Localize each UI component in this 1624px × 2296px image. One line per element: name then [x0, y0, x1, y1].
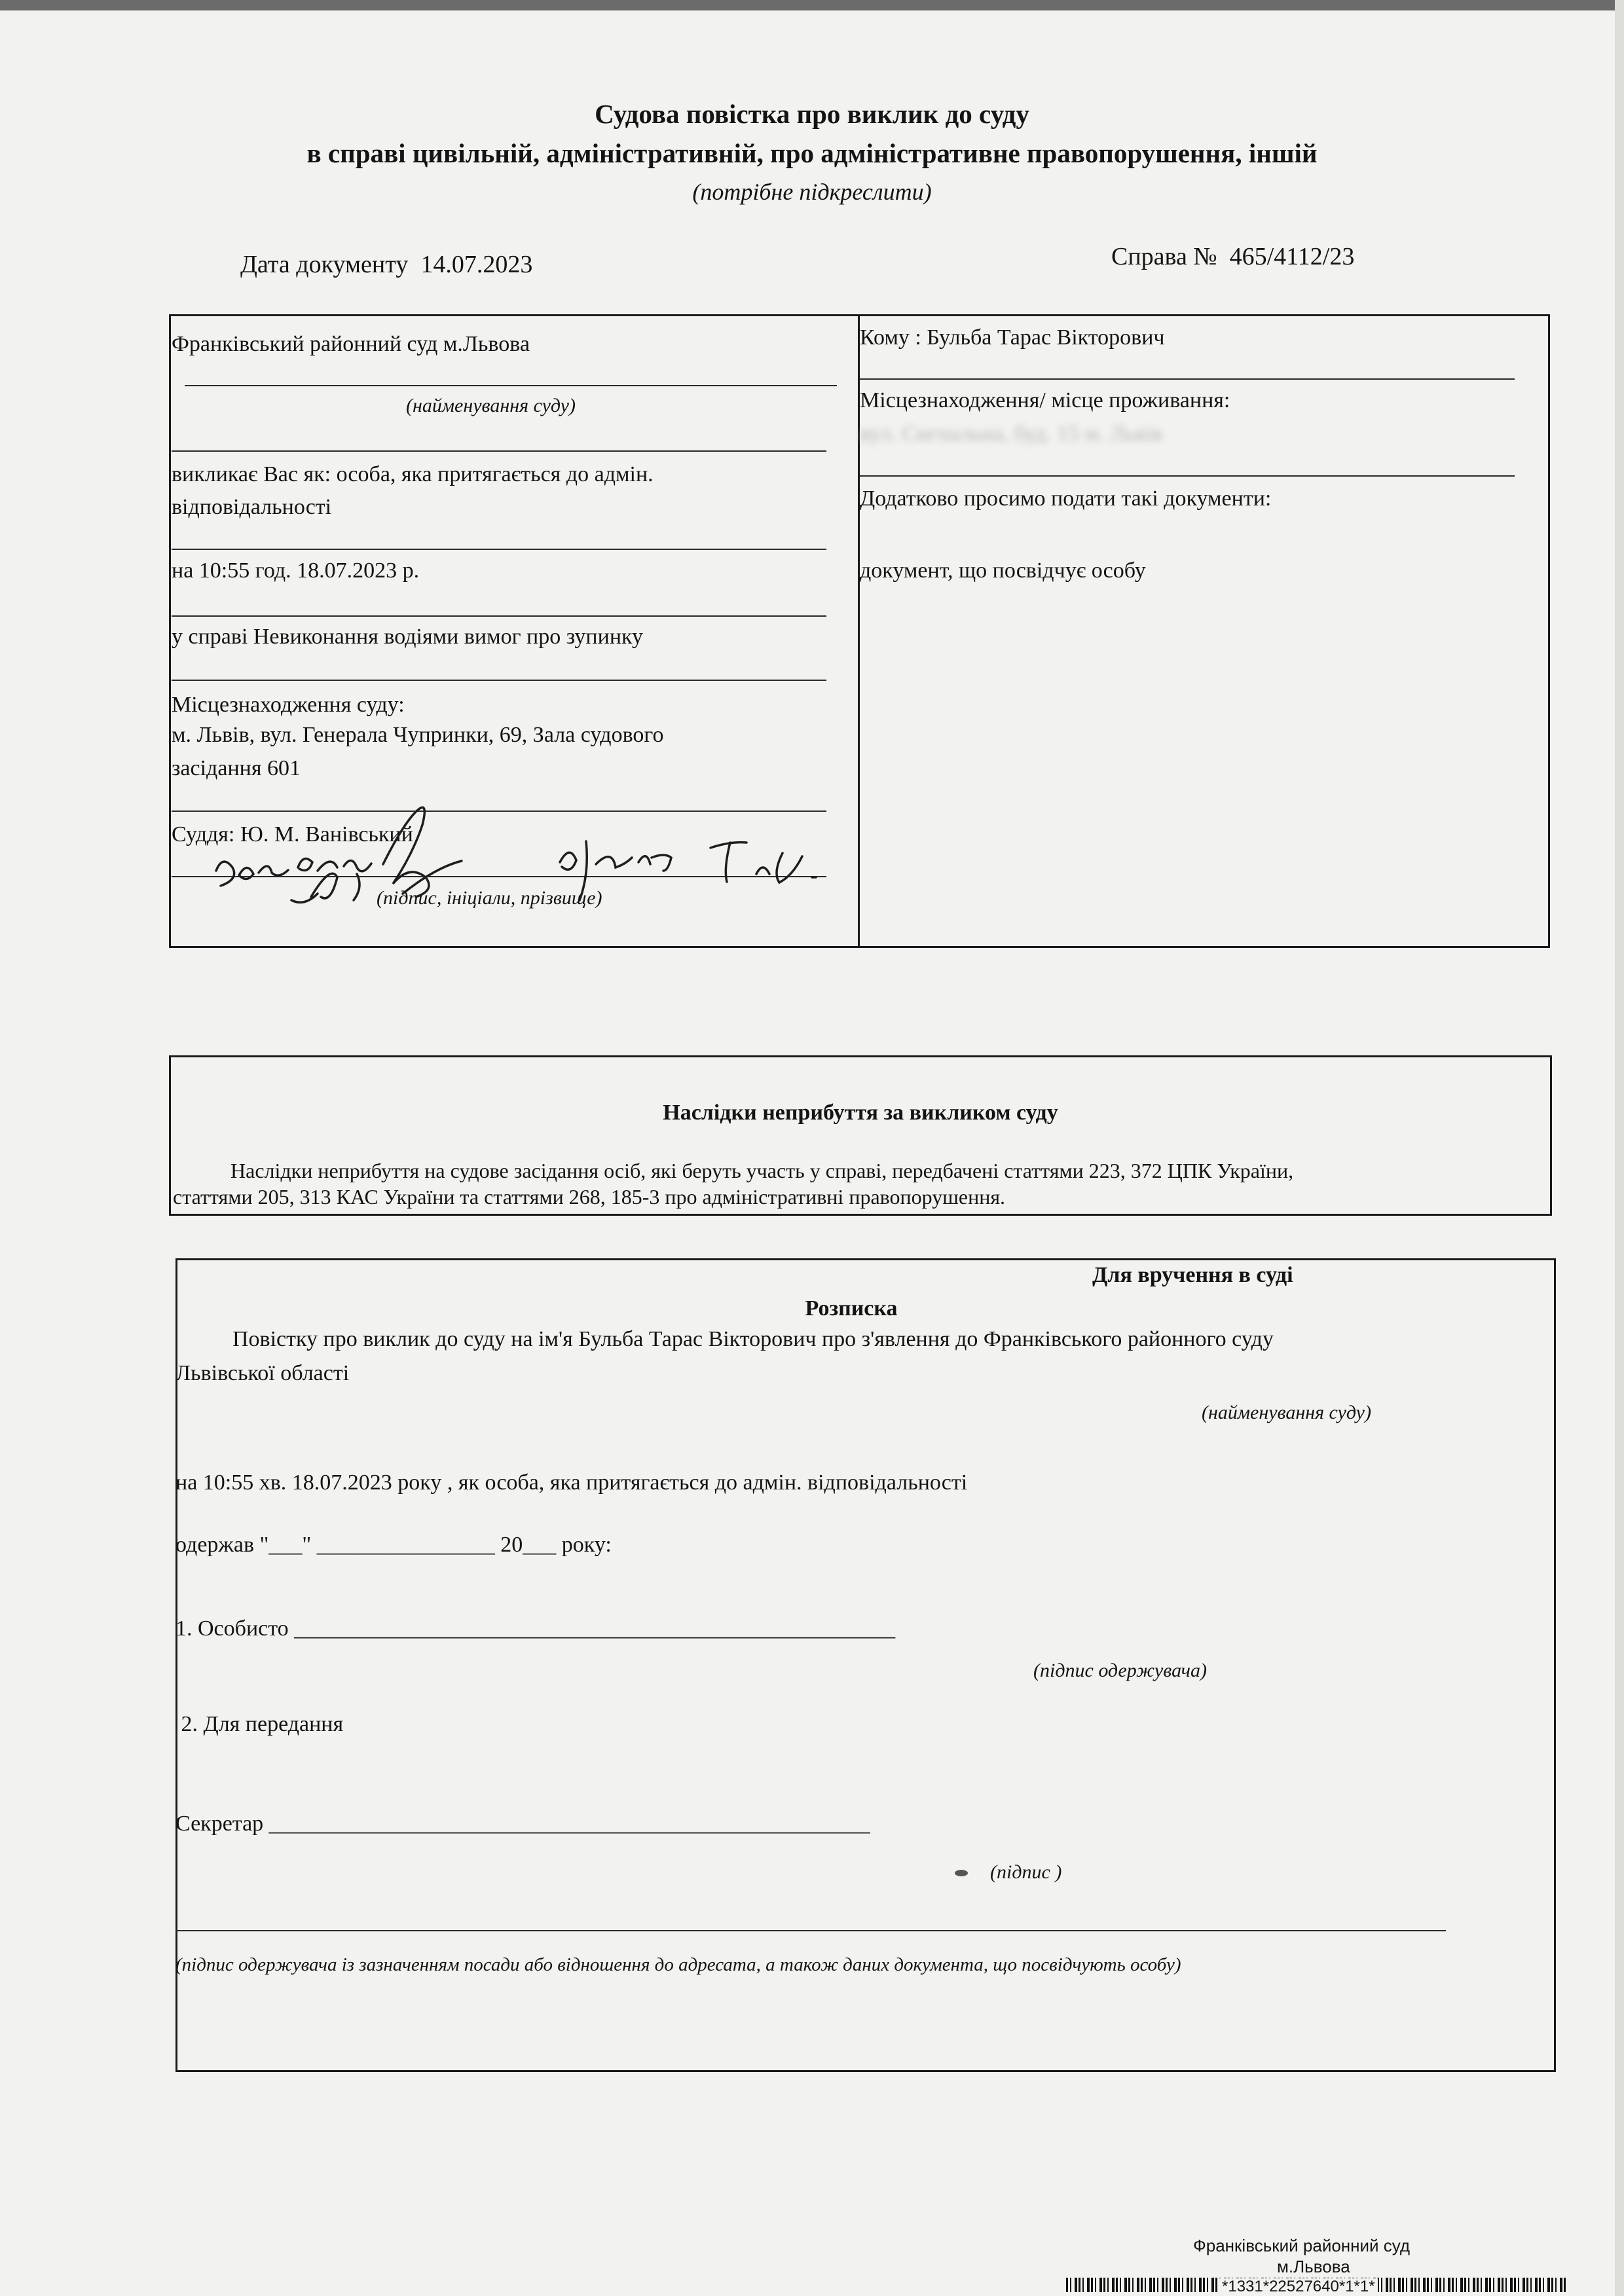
- receipt-transfer-line: 2. Для передання: [175, 1712, 344, 1736]
- scan-top-edge: [0, 0, 1624, 10]
- document-date: [240, 249, 532, 280]
- judge-signature: [167, 802, 835, 913]
- judge-name: Суддя: Ю. М. Ванівський: [172, 822, 413, 847]
- receipt-court-caption: (найменування суду): [1202, 1402, 1371, 1423]
- hearing-time: на 10:55 год. 18.07.2023 р.: [172, 558, 420, 583]
- footer-stamp: Франківський районний суд: [1193, 2236, 1411, 2255]
- court-address-cont: засідання 601: [172, 756, 301, 780]
- consequences-title: Наслідки неприбуття за викликом суду: [663, 1101, 1058, 1125]
- additional-docs-value: документ, що посвідчує особу: [860, 558, 1146, 583]
- court-address: м. Львів, вул. Генерала Чупринки, 69, Зала судового: [172, 723, 664, 747]
- receipt-text: Повістку про виклик до суду на ім'я Бульба Тарас Вікторович про з'явлення до Франківського районного суду: [232, 1327, 1274, 1351]
- receipt-secretary-line: Секретар ______________________________________________________: [175, 1812, 870, 1836]
- case-number: [1111, 241, 1354, 272]
- recipient-signature-caption: (підпис одержувача): [1033, 1660, 1207, 1681]
- barcode-text: *1331*22527640*1*1*: [1219, 2278, 1378, 2295]
- document-title-line2: в справі цивільній, адміністративній, про адміністративне правопорушення, іншій: [306, 138, 1318, 168]
- recipient-name: Кому : Бульба Тарас Вікторович: [860, 325, 1165, 350]
- ink-dot: [955, 1870, 968, 1876]
- scan-right-edge: [1615, 0, 1624, 2296]
- receipt-title: Розписка: [805, 1296, 898, 1321]
- document-title: Судова повістка про виклик до суду: [595, 99, 1029, 129]
- recipient-address-redacted: вул. Сигнальна, буд. 15 м. Львів: [860, 422, 1162, 446]
- summons-role-cont: відповідальності: [172, 495, 332, 519]
- signature-caption: (підпис, ініціали, прізвище): [377, 887, 602, 909]
- case-subject: у справі Невиконання водіями вимог про зупинку: [172, 625, 644, 649]
- receipt-received-line: одержав "___" ________________ 20___ року:: [175, 1533, 612, 1557]
- case-value: 465/4112/23: [1229, 243, 1355, 270]
- document-subtitle: (потрібне підкреслити): [692, 179, 932, 205]
- court-name-caption: (найменування суду): [406, 395, 576, 416]
- consequences-text-cont: статтями 205, 313 КАС України та статтями 268, 185-3 про адміністративні правопорушення.: [173, 1185, 1006, 1209]
- recipient-location-label: Місцезнаходження/ місце проживання:: [860, 388, 1230, 412]
- summons-role: викликає Вас як: особа, яка притягається до адмін.: [172, 462, 654, 486]
- court-location-label: Місцезнаходження суду:: [172, 693, 405, 717]
- date-value: 14.07.2023: [420, 251, 533, 278]
- receipt-bottom-caption: (підпис одержувача із зазначенням посади або відношення до адресата, а також даних документа, що посвідчують особу): [175, 1954, 1181, 1975]
- court-name: Франківський районний суд м.Львова: [172, 332, 530, 356]
- receipt-personal-line: 1. Особисто ______________________________________________________: [175, 1616, 896, 1641]
- case-label: Справа №: [1111, 243, 1217, 270]
- receipt-box: [175, 1258, 1556, 2072]
- receipt-text-cont: Львівської області: [175, 1361, 350, 1385]
- consequences-text: Наслідки неприбуття на судове засідання осіб, які беруть участь у справі, передбачені статтями 223, 372 ЦПК України,: [231, 1159, 1294, 1182]
- date-label: Дата документу: [240, 251, 409, 278]
- for-court-delivery: Для вручення в суді: [1092, 1263, 1293, 1287]
- footer-stamp-line2: м.Львова: [1277, 2257, 1350, 2276]
- secretary-signature-caption: (підпис ): [990, 1861, 1062, 1883]
- additional-docs-label: Додатково просимо подати такі документи:: [860, 486, 1272, 511]
- receipt-time-line: на 10:55 хв. 18.07.2023 року , як особа, яка притягається до адмін. відповідальності: [175, 1470, 968, 1495]
